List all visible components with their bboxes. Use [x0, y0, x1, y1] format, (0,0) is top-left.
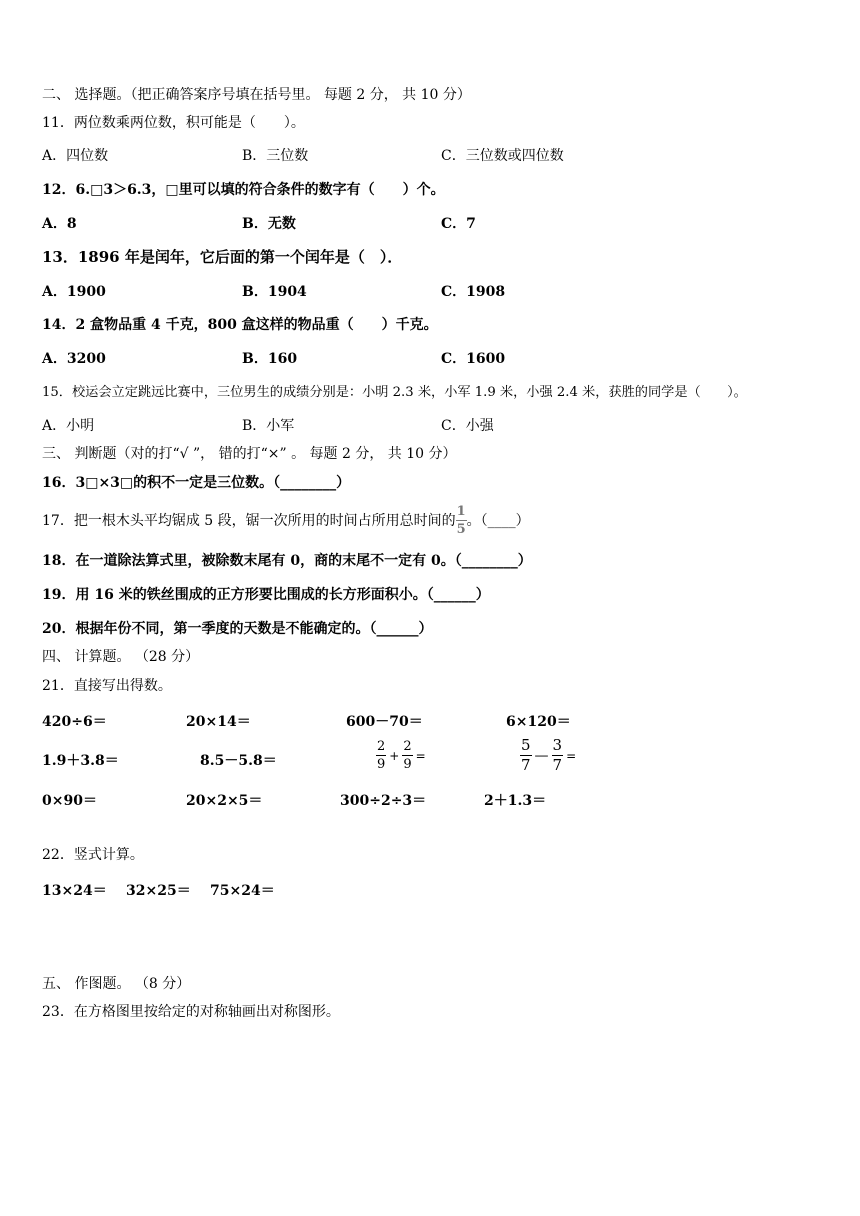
calc-item: 1.9＋3.8＝ — [42, 753, 119, 769]
fraction-bar — [376, 755, 386, 756]
operator: + — [389, 748, 400, 763]
fraction-bar — [402, 755, 412, 756]
option-14-b: B．160 — [242, 351, 298, 367]
option-15-a: A．小明 — [42, 418, 95, 434]
question-14: 14．2 盒物品重 4 千克，800 盒这样的物品重（ ）千克。 — [42, 317, 438, 333]
operator: — — [534, 747, 549, 764]
fraction — [402, 740, 412, 771]
option-14-c: C．1600 — [441, 351, 506, 367]
fraction — [552, 738, 564, 773]
question-13: 13．1896 年是闰年，它后面的第一个闰年是（ ）． — [42, 248, 403, 266]
question-18: 18．在一道除法算式里，被除数末尾有 0，商的末尾不一定有 0。（________） — [42, 553, 532, 569]
calc-item: 420÷6＝ — [42, 714, 107, 730]
fraction-denominator: 7 — [552, 756, 563, 774]
question-17-answer: 。（____） — [466, 512, 530, 529]
question-23: 23．在方格图里按给定的对称轴画出对称图形。 — [42, 1004, 340, 1020]
question-11: 11．两位数乘两位数，积可能是（ ）。 — [42, 115, 305, 131]
calc-item: 0×90＝ — [42, 793, 97, 809]
fraction-numerator: 2 — [377, 739, 386, 754]
fraction-one-fifth — [456, 505, 467, 536]
fraction-numerator: 3 — [552, 736, 563, 754]
fraction-denominator: 7 — [521, 756, 531, 774]
calc-item: 2＋1.3＝ — [484, 793, 547, 809]
question-22: 22．竖式计算。 — [42, 847, 144, 863]
fraction-difference-expression — [520, 738, 577, 773]
option-13-a: A．1900 — [42, 284, 106, 300]
calc-item: 32×25＝ — [126, 883, 191, 899]
calc-item: 6×120＝ — [506, 714, 571, 730]
question-12: 12．6.□3＞6.3，□里可以填的符合条件的数字有（ ）个。 — [42, 182, 445, 198]
fraction-numerator: 1 — [456, 504, 466, 519]
option-11-b: B．三位数 — [242, 148, 309, 164]
option-12-a: A．8 — [42, 216, 77, 232]
question-17 — [42, 505, 530, 536]
calc-item: 20×14＝ — [186, 714, 251, 730]
section-heading-2: 二、 选择题。（把正确答案序号填在括号里。 每题 2 分， 共 10 分） — [42, 87, 471, 103]
fraction — [520, 738, 532, 773]
fraction-denominator: 9 — [403, 757, 412, 772]
equals-sign: = — [566, 748, 577, 763]
fraction-denominator: 5 — [456, 522, 466, 537]
question-16: 16．3□×3□的积不一定是三位数。（________） — [42, 475, 351, 491]
section-heading-3: 三、 判断题（对的打“√ ”， 错的打“×” 。 每题 2 分， 共 10 分） — [42, 446, 457, 462]
calc-item: 8.5－5.8＝ — [200, 753, 277, 769]
option-15-b: B．小军 — [242, 418, 295, 434]
fraction-numerator: 5 — [521, 736, 531, 754]
section-heading-5: 五、 作图题。 （8 分） — [42, 976, 191, 992]
question-20: 20．根据年份不同，第一季度的天数是不能确定的。（______） — [42, 621, 433, 637]
question-21: 21．直接写出得数。 — [42, 678, 172, 694]
option-12-b: B．无数 — [242, 216, 296, 232]
section-heading-4: 四、 计算题。 （28 分） — [42, 649, 200, 665]
calc-item: 600－70＝ — [346, 714, 423, 730]
fraction-denominator: 9 — [377, 757, 386, 772]
calc-item: 75×24＝ — [210, 883, 275, 899]
fraction-sum-expression — [376, 740, 427, 771]
option-15-c: C．小强 — [441, 418, 494, 434]
calc-item: 20×2×5＝ — [186, 793, 263, 809]
question-15: 15．校运会立定跳远比赛中，三位男生的成绩分别是：小明 2.3 米，小军 1.9 米，小强 2.4 米，获胜的同学是（ ）。 — [42, 385, 747, 400]
fraction — [376, 740, 386, 771]
calc-item: 13×24＝ — [42, 883, 107, 899]
calc-item: 300÷2÷3＝ — [340, 793, 427, 809]
option-11-a: A．四位数 — [42, 148, 109, 164]
option-14-a: A．3200 — [42, 351, 106, 367]
option-13-c: C．1908 — [441, 284, 506, 300]
option-13-b: B．1904 — [242, 284, 307, 300]
question-19: 19．用 16 米的铁丝围成的正方形要比围成的长方形面积小。（______） — [42, 587, 490, 603]
question-17-text: 17．把一根木头平均锯成 5 段，锯一次所用的时间占所用总时间的 — [42, 512, 456, 529]
equals-sign: = — [415, 748, 426, 763]
option-12-c: C．7 — [441, 216, 476, 232]
fraction-bar — [456, 520, 467, 521]
option-11-c: C．三位数或四位数 — [441, 148, 564, 164]
fraction-numerator: 2 — [403, 739, 412, 754]
